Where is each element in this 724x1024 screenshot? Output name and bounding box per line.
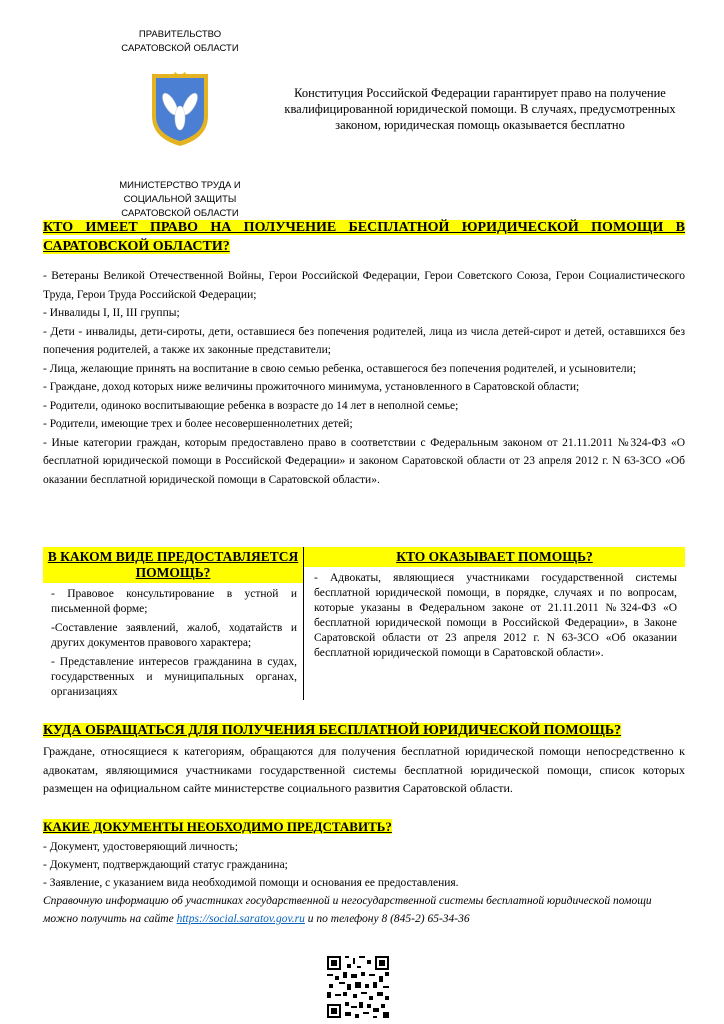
website-link[interactable]: https://social.saratov.gov.ru — [176, 913, 305, 925]
where-to-apply-heading-text: КУДА ОБРАЩАТЬСЯ ДЛЯ ПОЛУЧЕНИЯ БЕСПЛАТНОЙ ЮРИДИЧЕСКОЙ ПОМОЩЬ? — [43, 723, 622, 738]
ministry-line-2: СОЦИАЛЬНОЙ ЗАЩИТЫ — [123, 194, 237, 205]
list-item: - Иные категории граждан, которым предоставлено право в соответствии с Федеральным законом от 21.11.2011 №324-ФЗ «О бесплатной юридической помощи в Российской Федерации» и законом Саратовской области от 23 апреля 2012 г. N 63-ЗСО «Об оказании бесплатной юридической помощи в Саратовской области». — [43, 436, 685, 486]
table-cell: - Адвокаты, являющиеся участниками государственной системы бесплатной юридической помощи, в порядке, случаях и по вопросам, которые указаны в Федеральном законе от 21.11.2011 №324-ФЗ «О бесплатной юридической помощи в Российской Федерации», в Законе Саратовской области от 23 апреля 2012 г. N 63-ЗСО «Об оказании бесплатной юридической помощи в Саратовской области». — [314, 572, 677, 659]
gov-line-1: ПРАВИТЕЛЬСТВО — [138, 29, 222, 40]
ministry-header — [100, 179, 260, 221]
list-item: - Заявление, с указанием вида необходимой помощи и основания ее предоставления. — [43, 877, 459, 889]
qr-code-icon[interactable] — [325, 954, 391, 1020]
list-item: - Инвалиды I, II, III группы; — [43, 307, 180, 319]
documents-list — [43, 838, 685, 892]
gov-line-2: САРАТОВСКОЙ ОБЛАСТИ — [121, 43, 239, 54]
constitution-statement: Конституция Российской Федерации гарантирует право на получение квалифицированной юридической помощи. В случаях, предусмотренных законом, юридическая помощь оказывается бесплатно — [284, 86, 676, 132]
eligibility-heading-text: КТО ИМЕЕТ ПРАВО НА ПОЛУЧЕНИЕ БЕСПЛАТНОЙ ЮРИДИЧЕСКОЙ ПОМОЩИ В САРАТОВСКОЙ ОБЛАСТИ? — [43, 220, 685, 254]
info-note — [43, 892, 685, 928]
eligibility-heading — [43, 218, 685, 256]
help-table — [43, 547, 685, 700]
help-provider-column — [304, 547, 686, 700]
where-to-apply-text: Граждане, относящиеся к категориям, обращаются для получения бесплатной юридической помощи непосредственно к адвокатам, являющимися участниками государственной системы бесплатной юридической помощи, список которых размещен на официальном сайте министерстве социального развития Саратовской области. — [43, 744, 685, 795]
government-header — [100, 28, 260, 56]
eligibility-list — [43, 267, 685, 489]
where-to-apply-heading — [43, 722, 621, 740]
help-provider-header: КТО ОКАЗЫВАЕТ ПОМОЩЬ? — [304, 547, 685, 567]
table-cell: - Правовое консультирование в устной и письменной форме; — [51, 588, 297, 615]
saratov-coat-of-arms-icon — [148, 70, 212, 148]
list-item: - Документ, подтверждающий статус гражданина; — [43, 859, 288, 871]
list-item: - Лица, желающие принять на воспитание в свою семью ребенка, оставшегося без попечения родителей, и усыновители; — [43, 362, 637, 375]
table-cell: - Представление интересов гражданина в судах, государственных и муниципальных органах, организациях — [51, 656, 297, 698]
documents-heading — [43, 818, 392, 836]
ministry-line-3: САРАТОВСКОЙ ОБЛАСТИ — [121, 208, 239, 219]
ministry-line-1: МИНИСТЕРСТВО ТРУДА И — [119, 180, 241, 191]
help-type-header: В КАКОМ ВИДЕ ПРЕДОСТАВЛЯЕТСЯ ПОМОЩЬ? — [43, 547, 303, 583]
info-text-before: Справочную информацию об участниках государственной и негосударственной системы бесплатной юридической помощи можно получить на сайте — [43, 895, 652, 925]
help-type-column — [43, 547, 304, 700]
documents-heading-text: КАКИЕ ДОКУМЕНТЫ НЕОБХОДИМО ПРЕДСТАВИТЬ? — [43, 819, 392, 834]
list-item: - Документ, удостоверяющий личность; — [43, 841, 238, 853]
table-cell: -Составление заявлений, жалоб, ходатайств и других документов правового характера; — [51, 622, 297, 649]
list-item: - Родители, имеющие трех и более несовершеннолетних детей; — [43, 418, 353, 430]
list-item: - Граждане, доход которых ниже величины прожиточного минимума, установленного в Саратовской области; — [43, 381, 580, 393]
list-item: - Дети - инвалиды, дети-сироты, дети, оставшиеся без попечения родителей, лица из числа детей-сирот и детей, оставшихся без попечения родителей, а также их законные представители; — [43, 325, 685, 356]
info-text-after: и по телефону 8 (845-2) 65-34-36 — [304, 913, 470, 925]
list-item: - Ветераны Великой Отечественной Войны, Герои Российской Федерации, Герои Советского Союза, Герои Социалистического Труда, Герои Труда Российской Федерации; — [43, 270, 685, 301]
list-item: - Родители, одиноко воспитывающие ребенка в возрасте до 14 лет в неполной семье; — [43, 399, 459, 412]
